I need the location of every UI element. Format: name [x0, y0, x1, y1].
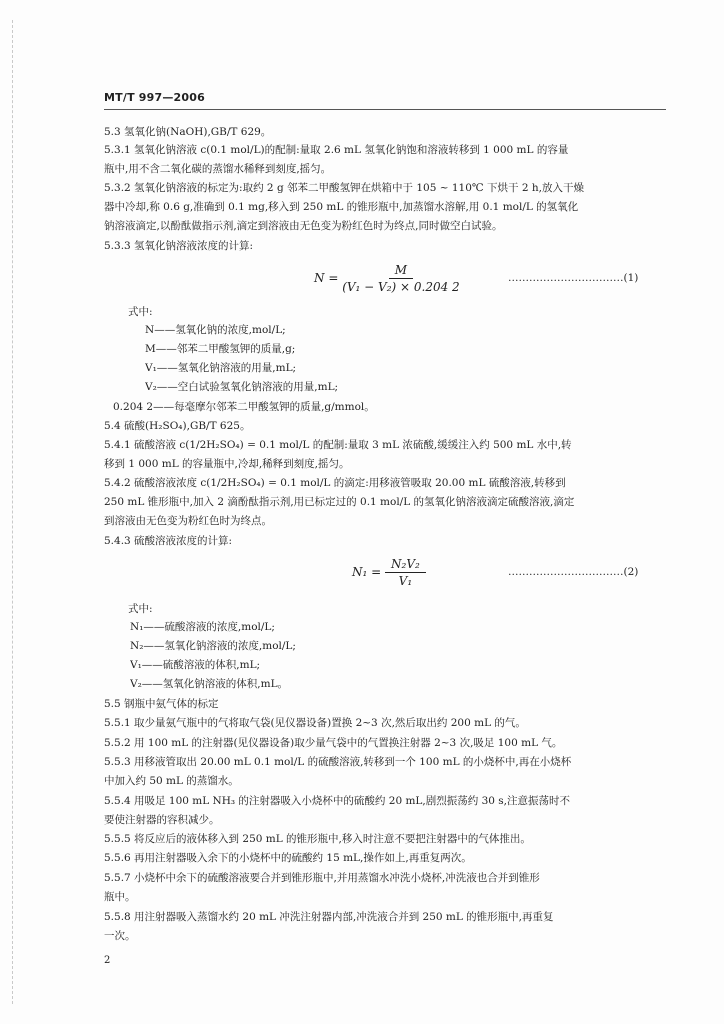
equation-2-numerator: N₂V₂ [385, 557, 426, 573]
equation-1-number: ……………………………(1) [508, 272, 639, 284]
clause-5-3: 5.3 氢氧化钠(NaOH),GB/T 629。 [104, 126, 272, 138]
definition-N1: N₁——硫酸溶液的浓度,mol/L; [130, 621, 275, 633]
equation-1-lhs: N = [314, 271, 339, 285]
definition-M: M——邻苯二甲酸氢钾的质量,g; [145, 343, 296, 355]
equation-1-numerator: M [389, 263, 413, 279]
where-label-1: 式中: [128, 306, 153, 318]
clause-5-5-3: 5.5.3 用移液管取出 20.00 mL 0.1 mol/L 的硫酸溶液,转移到一个 100 mL 的小烧杯中,再在小烧杯 [104, 756, 572, 768]
clause-5-5-1: 5.5.1 取少量氨气瓶中的气将取气袋(见仪器设备)置换 2~3 次,然后取出约 200 mL 的气。 [104, 717, 526, 729]
definition-V1: V₁——氢氧化钠溶液的用量,mL; [145, 362, 297, 374]
standard-code-header: MT/T 997—2006 [104, 91, 205, 104]
equation-1 [314, 263, 460, 294]
clause-5-5-8: 5.5.8 用注射器吸入蒸馏水约 20 mL 冲洗注射器内部,冲洗液合并到 250 mL 的锥形瓶中,再重复 [104, 911, 554, 923]
binding-margin-line [12, 20, 13, 1004]
where-label-2: 式中: [128, 603, 153, 615]
definition-constant: 0.204 2——每毫摩尔邻苯二甲酸氢钾的质量,g/mmol。 [113, 401, 375, 413]
clause-5-5-4: 5.5.4 用吸足 100 mL NH₃ 的注射器吸入小烧杯中的硫酸约 20 mL,剧烈振荡约 30 s,注意振荡时不 [104, 795, 570, 807]
clause-5-4-1-cont: 移到 1 000 mL 的容量瓶中,冷却,稀释到刻度,摇匀。 [104, 458, 350, 470]
equation-2-number: ……………………………(2) [508, 566, 639, 578]
clause-5-4-3: 5.4.3 硫酸溶液浓度的计算: [104, 535, 233, 547]
equation-2-denominator: V₁ [398, 574, 413, 588]
clause-5-5: 5.5 钢瓶中氨气体的标定 [104, 698, 219, 710]
equation-2 [352, 557, 426, 588]
clause-5-3-2-cont-1: 器中冷却,称 0.6 g,准确到 0.1 mg,移入到 250 mL 的锥形瓶中,加蒸馏水溶解,用 0.1 mol/L 的氢氧化 [104, 201, 579, 213]
definition-N2: N₂——氢氧化钠溶液的浓度,mol/L; [130, 640, 296, 652]
page-number: 2 [104, 955, 111, 966]
clause-5-5-5: 5.5.5 将反应后的液体移入到 250 mL 的锥形瓶中,移入时注意不要把注射器中的气体推出。 [104, 833, 531, 845]
clause-5-4-2: 5.4.2 硫酸溶液浓度 c(1/2H₂SO₄) = 0.1 mol/L 的滴定:用移液管吸取 20.00 mL 硫酸溶液,转移到 [104, 477, 566, 489]
clause-5-4: 5.4 硫酸(H₂SO₄),GB/T 625。 [104, 420, 251, 432]
clause-5-4-1: 5.4.1 硫酸溶液 c(1/2H₂SO₄) = 0.1 mol/L 的配制:量取 3 mL 浓硫酸,缓缓注入约 500 mL 水中,转 [104, 439, 572, 451]
clause-5-5-7-cont: 瓶中。 [104, 891, 136, 903]
clause-5-5-2: 5.5.2 用 100 mL 的注射器(见仪器设备)取少量气袋中的气置换注射器 2~3 次,吸足 100 mL 气。 [104, 737, 563, 749]
header-divider [104, 109, 666, 110]
clause-5-3-3: 5.3.3 氢氧化钠溶液浓度的计算: [104, 240, 254, 252]
clause-5-5-8-cont: 一次。 [104, 930, 136, 942]
clause-5-3-1: 5.3.1 氢氧化钠溶液 c(0.1 mol/L)的配制:量取 2.6 mL 氢氧化钠饱和溶液转移到 1 000 mL 的容量 [104, 144, 569, 156]
clause-5-4-2-cont-1: 250 mL 锥形瓶中,加入 2 滴酚酞指示剂,用已标定过的 0.1 mol/L 的氢氧化钠溶液滴定硫酸溶液,滴定 [104, 496, 575, 508]
definition-V2-base: V₂——氢氧化钠溶液的体积,mL。 [130, 678, 289, 690]
clause-5-3-2-cont-2: 钠溶液滴定,以酚酞做指示剂,滴定到溶液由无色变为粉红色时为终点,同时做空白试验。 [104, 220, 503, 232]
clause-5-5-7: 5.5.7 小烧杯中余下的硫酸溶液要合并到锥形瓶中,并用蒸馏水冲洗小烧杯,冲洗液也合并到锥形 [104, 872, 540, 884]
clause-5-5-3-cont: 中加入约 50 mL 的蒸馏水。 [104, 775, 239, 787]
clause-5-3-2: 5.3.2 氢氧化钠溶液的标定为:取约 2 g 邻苯二甲酸氢钾在烘箱中于 105 ~ 110℃ 下烘干 2 h,放入干燥 [104, 182, 584, 194]
equation-2-lhs: N₁ = [352, 565, 382, 579]
clause-5-4-2-cont-2: 到溶液由无色变为粉红色时为终点。 [104, 515, 272, 527]
clause-5-5-6: 5.5.6 再用注射器吸入余下的小烧杯中的硫酸约 15 mL,操作如上,再重复两次。 [104, 852, 472, 864]
equation-1-denominator: (V₁ − V₂) × 0.204 2 [342, 280, 460, 294]
clause-5-5-4-cont: 要使注射器的容积减少。 [104, 814, 220, 826]
definition-V2: V₂——空白试验氢氧化钠溶液的用量,mL; [145, 381, 339, 393]
definition-N: N——氢氧化钠的浓度,mol/L; [145, 324, 286, 336]
clause-5-3-1-cont: 瓶中,用不含二氧化碳的蒸馏水稀释到刻度,摇匀。 [104, 163, 332, 175]
equation-1-fraction [342, 263, 460, 294]
equation-2-fraction [385, 557, 426, 588]
definition-V1-acid: V₁——硫酸溶液的体积,mL; [130, 659, 261, 671]
